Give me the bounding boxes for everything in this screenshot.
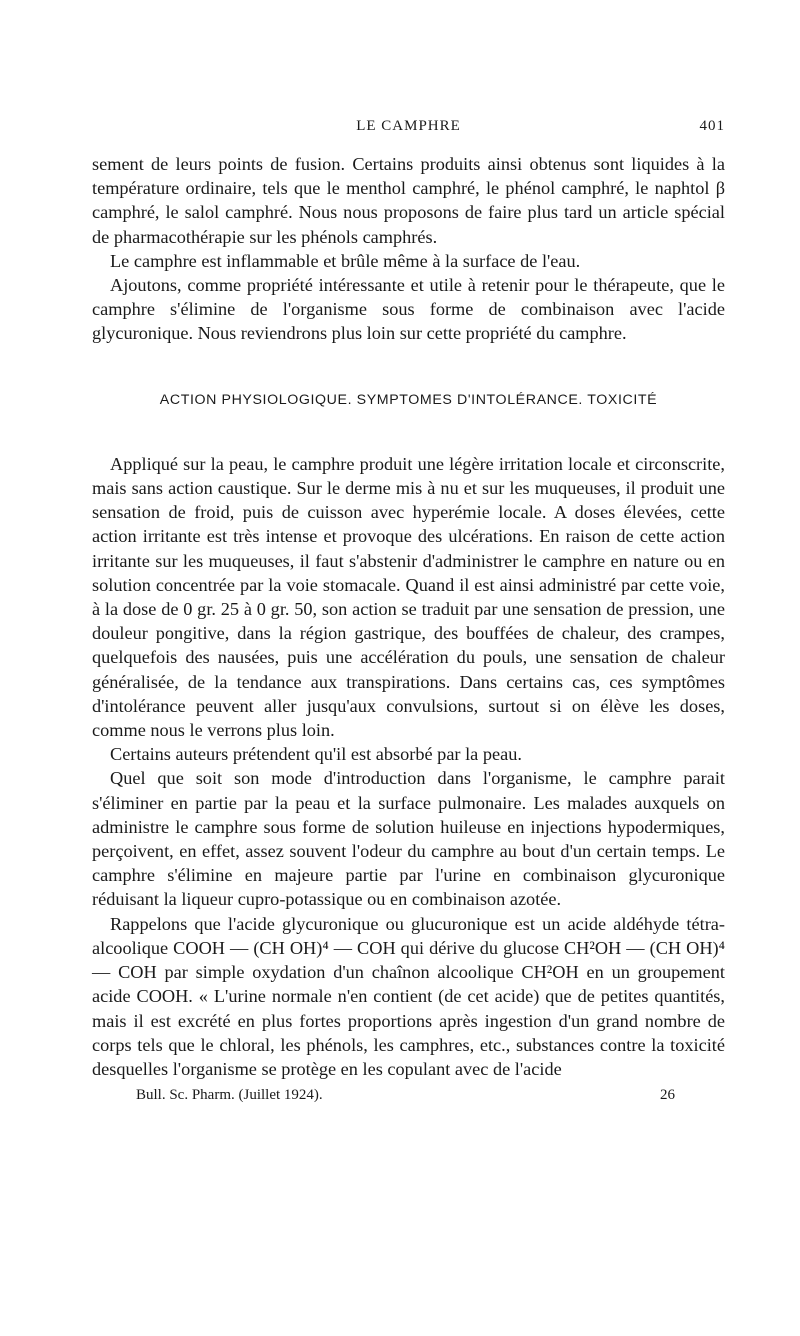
page-number: 401 bbox=[699, 118, 725, 134]
paragraph: Quel que soit son mode d'introduction dans l'organisme, le camphre parait s'éliminer en partie par la peau et la surface pulmonaire. Les malades auxquels on administre le camphre sous forme de solution huileuse en injections hypodermiques, perçoivent, en effet, assez souvent l'odeur du camphre au bout d'un certain temps. Le camphre s'élimine en majeure partie par l'urine en combinaison glycuronique réduisant la liqueur cupro-potassique ou en combinaison azotée. bbox=[92, 768, 725, 910]
paragraph: Rappelons que l'acide glycuronique ou glucuronique est un acide aldéhyde tétra-alcoolique COOH — (CH OH)⁴ — COH qui dérive du glucose CH²OH — (CH OH)⁴ — COH par simple oxydation d'un chaînon alcoolique CH²OH en un groupement acide COOH. « L'urine normale n'en contient (de cet acide) que de petites quantités, mais il est excrété en plus fortes proportions après ingestion d'un grand nombre de corps tels que le chloral, les phénols, les camphres, etc., substances contre la toxicité desquelles l'organisme se protège en les copulant avec de l'acide bbox=[92, 913, 725, 1079]
section-heading: ACTION PHYSIOLOGIQUE. SYMPTOMES D'INTOLÉRANCE. TOXICITÉ bbox=[159, 391, 658, 408]
document-page bbox=[92, 118, 725, 1109]
page-footer bbox=[92, 1087, 725, 1109]
paragraph: sement de leurs points de fusion. Certains produits ainsi obtenus sont liquides à la température ordinaire, tels que le menthol camphré, le phénol camphré, le naphtol β camphré, le salol camphré. Nous nous proposons de faire plus tard un article spécial de pharmacothérapie sur les phénols camphrés. bbox=[92, 154, 725, 247]
running-header bbox=[92, 118, 725, 140]
paragraph: Le camphre est inflammable et brûle même à la surface de l'eau. bbox=[110, 250, 581, 271]
signature-mark: 26 bbox=[660, 1087, 675, 1104]
paragraph: Certains auteurs prétendent qu'il est absorbé par la peau. bbox=[110, 744, 522, 765]
running-title: LE CAMPHRE bbox=[356, 118, 461, 134]
journal-reference: Bull. Sc. Pharm. (Juillet 1924). bbox=[136, 1087, 323, 1104]
paragraph: Ajoutons, comme propriété intéressante et utile à retenir pour le thérapeute, que le camphre s'élimine de l'organisme sous forme de combinaison avec l'acide glycuronique. Nous reviendrons plus loin sur cette propriété du camphre. bbox=[92, 275, 725, 344]
body-text bbox=[92, 152, 725, 1081]
paragraph: Appliqué sur la peau, le camphre produit une légère irritation locale et circonscrite, mais sans action caustique. Sur le derme mis à nu et sur les muqueuses, il produit une sensation de froid, puis de cuisson avec hyperémie locale. A doses élevées, cette action irritante est très intense et provoque des ulcérations. En raison de cette action irritante sur les muqueuses, il faut s'abstenir d'administrer le camphre en nature ou en solution concentrée par la voie stomacale. Quand il est ainsi administré par cette voie, à la dose de 0 gr. 25 à 0 gr. 50, son action se traduit par une sensation de pression, une douleur pongitive, dans la région gastrique, des bouffées de chaleur, des crampes, quelquefois des nausées, puis une accélération du pouls, une sensation de chaleur généralisée, de la tendance aux transpirations. Dans certains cas, ces symptômes d'intolérance peuvent aller jusqu'aux convulsions, surtout si on élève les doses, comme nous le verrons plus loin. bbox=[92, 453, 725, 741]
